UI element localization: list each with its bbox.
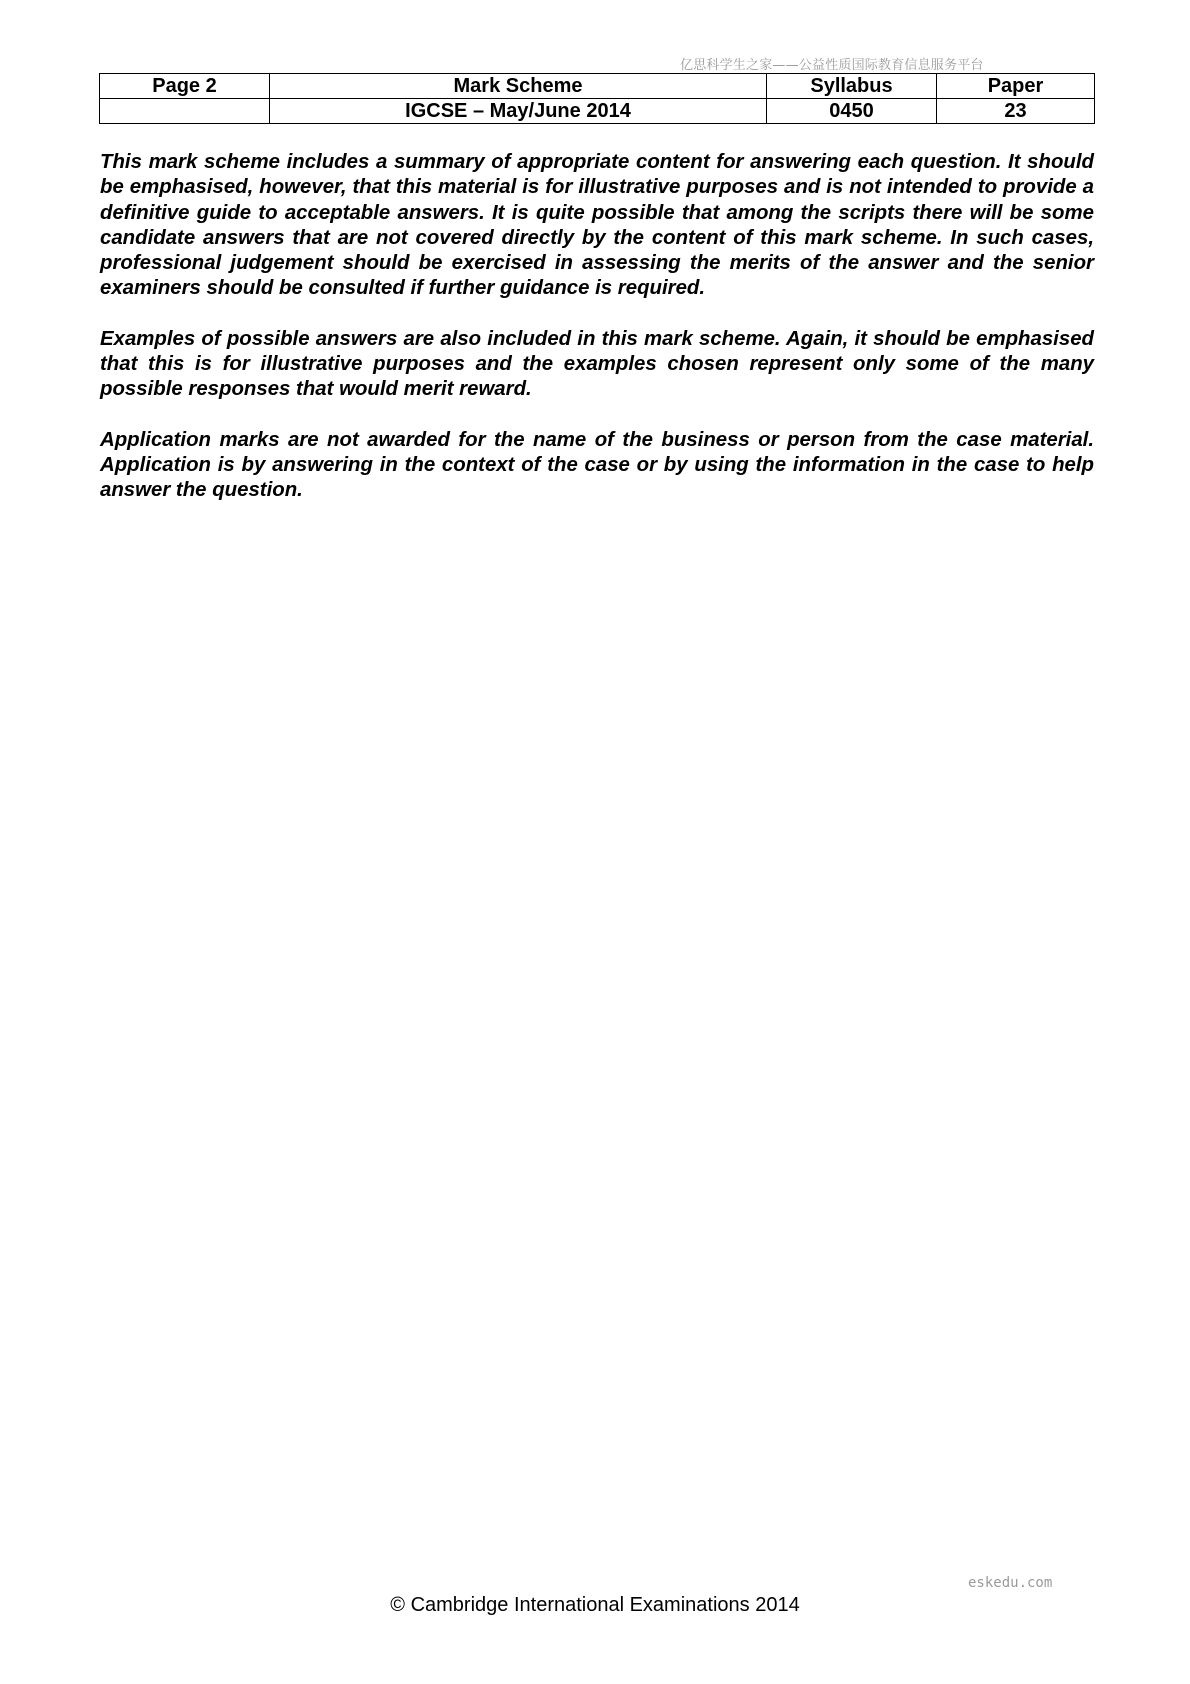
watermark-bottom: eskedu.com — [968, 1575, 1053, 1591]
paragraph-mark-scheme-summary: This mark scheme includes a summary of appropriate content for answering each question. It should be emphasised, however, that this material is for illustrative purposes and is not intended to provide a definitive guide to acceptable answers. It is quite possible that among the scripts there will be some candidate answers that are not covered directly by the content of this mark scheme. In such cases, professional judgement should be exercised in assessing the merits of the answer and the senior examiners should be consulted if further guidance is required. — [100, 151, 1094, 300]
header-table — [99, 73, 1095, 124]
watermark-top: 亿思科学生之家——公益性质国际教育信息服务平台 — [680, 58, 984, 73]
paragraph-examples: Examples of possible answers are also included in this mark scheme. Again, it should be emphasised that this is for illustrative purposes and the examples chosen represent only some of the many possible responses that would merit reward. — [100, 327, 1094, 401]
header-row-labels — [100, 74, 1095, 99]
syllabus-label-cell: Syllabus — [767, 74, 937, 99]
body-text — [100, 150, 1094, 529]
page-number-cell: Page 2 — [100, 74, 270, 99]
empty-cell — [100, 99, 270, 124]
paragraph-application-marks: Application marks are not awarded for the name of the business or person from the case material. Application is by answering in the context of the case or by using the information in the case to help answer the question. — [100, 428, 1094, 502]
paper-label-cell: Paper — [937, 74, 1095, 99]
syllabus-code-cell: 0450 — [767, 99, 937, 124]
exam-session-cell: IGCSE – May/June 2014 — [270, 99, 767, 124]
copyright-footer: © Cambridge International Examinations 2014 — [390, 1594, 800, 1616]
header-row-values — [100, 99, 1095, 124]
doc-type-cell: Mark Scheme — [270, 74, 767, 99]
paper-number-cell: 23 — [937, 99, 1095, 124]
